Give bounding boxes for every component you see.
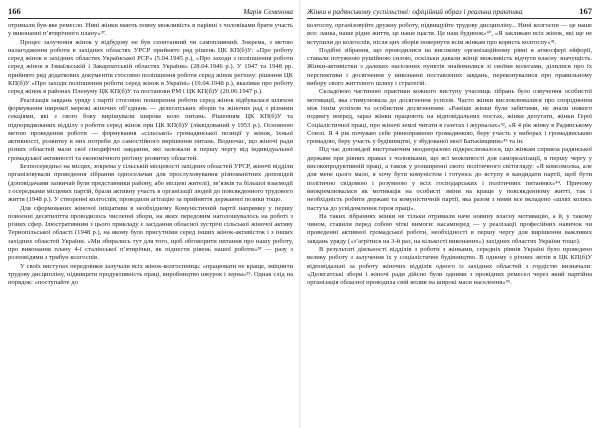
- paragraph: У своїх виступах передовики залучали всіх жінок-колгоспниць: «працювати не краще, зміцнити трудову дисципліну, підвищити продуктивність праці, виробництво шкурок і зерна»³⁹. Однак слід на порядок: «поступайте до: [8, 262, 293, 287]
- paragraph: Безпосередньо на місцях, зокрема у сільській місцевості західних областей УРСР, жіночі відділи організовували проведення зібрання односельчан для прослуховування різноманітних доповідей (доповідачами зазвичай були представники району, або місцеві жителі), зв’язків та більшої взаємодії з осередками місцевих партій, брали активну участь в організації людей до повсякденного трудового життя (1948 р.). У створенні колгоспів, проводили агітацію за прийняття державної позики тощо.: [8, 163, 293, 204]
- paragraph: Складовою частиною практики кожного виступу учасниць зібрань було озвучення особистої мотивації, яка стимулювала до досягнення успіхів. Часто жінки висловлювалися про споріднення між їхнім успіхом та особистим досягненням: «Раніше жінки були забитими, не знали ніякого подвигу вперед, зараз жінки працюють на відповідальних постах, жінки депутати, жінки Герої Соціалістичної праці, про жіночі землі читати в газетах і журналах»⁴², «Я 4 рік жінку в Радянському Союзі. Я 4 рік почуваю себе рівноправною громадянкою, беру участь у виборах і громадянською громадою, беру участь у будівництві, у збудованої моєї Батьківщини»⁴³ та ін.: [307, 88, 592, 146]
- paragraph: колгоспу, організовуйте дружну роботу, підвищуйте трудову дисципліну... Нині колгоспи — це наше все: ланка, наше рідне життя, це наше щастя. Це наш будинок»⁴⁰, «Я закликаю всіх жінок, які ще не вступили до колгоспів, після цих зборів повернути всім жінкам про користь колгоспу»⁴¹.: [307, 22, 592, 46]
- left-page: [8, 6, 293, 422]
- paragraph: Подібні зібрання, що проводилися на високому організаційному рівні в атмосфері ейфорії, ставали потужною рушійною силою, оскільки давали жінці можливість відчути власну значущість. Жінки-активістки з далеких населених пунктів знайомилися зі своїми колегами, ділилися про їх перспективи і досягнення у виконанні поставлених завдань, переконувалися про правильному вибору свого життєвого шляху і стратегій.: [307, 46, 592, 88]
- right-page-header: [307, 6, 592, 19]
- paragraph: Реалізація завдань уряду і партії стосовно поширення роботи серед жінок відбувалася шляхом формування широкої мережі жіночих об’єднань — делегатських зборів та жіночих рад з різними секціями, які з свого боку вирішували широке коло питань. Рішенням ЦК КП(б)У та підпорядкованих відділу з роботи серед жінок при ЦК КП(б)У (ліквідований у 1953 р.). Основною метою проведення роботи — формування «сільської» громадянської позиції у жінок, їхньої активності, розвитку в них потреби до самостійного вирішення питань. Водночас, що жіночі ради різних областей мали свої специфічні завдання, які залежали в першу чергу від індивідуальної громадської активності та економічного регіону розвитку областей.: [8, 96, 293, 162]
- page-number: 167: [579, 6, 592, 16]
- paragraph: Під час доповідей виступаючим неодноразово підкреслювалося, що жінкам сприяла радянської держави при рівних правах з чоловіками, що всі можливості для самореалізації, в першу чергу у високопродуктивній праці, а також у розширенні свого політичного світогляду: «Я комсомолка, але для мене цього мало, я хочу бути комуністом і готуюсь до вступу в кандидати партії, щоб бути політично свідомою і розумною у всіх господарських і політичних питаннях»⁴⁴. Причому виокремлювалася як мотивація на особисті зміни на краще у повсякденному житті, так і необхідність робити державі та комуністичній партії, яка разом з ними все вкладено «шлях колись пастуха до усвідомлення героя праці».: [307, 146, 592, 212]
- running-head: Марія Семенова: [243, 8, 293, 16]
- left-page-body: [8, 22, 293, 288]
- paragraph: На таких зібраннях жінки не тільки отримали наче новину власну мотивацію, а й, у такому чином, ставили перед собою чіткі вимоги: насамперед — у реалізації професійних навичок чи проведенні активної громадської роботи, необхідності в першу чергу для вирішення важливих завдань уряду («з’агрітися на 3-й раз, на кількості виконаних») західних областях України тощо).: [307, 212, 592, 245]
- running-head: Жінки в радянському суспільстві: офіційний образ і реальна практика: [307, 8, 523, 16]
- right-page: [307, 6, 592, 422]
- book-gutter: [299, 0, 301, 428]
- paragraph: Процес залучення жінок у відбудову не був спонтанний чи самопливний. Зокрема, з метою налагодження роботи в західних областях УРСР прийнято ряд рішень ЦК КП(б)У: «Про роботу серед жінок в західних областях Української РСР» (5.04.1945 р.), «Про заходи з поліпшення роботи серед жінок в Ізмаїльській і Закарпатській областях України» (28.04.1946 р.). У 1947 та 1948 рр. прийнято ряд додаткових документів стосовно поліпшення роботи серед жінок регіону: рішення ЦК КП(б)У «Про заходи поліпшення роботи серед жінок в Україні» (19.04.1948 р.), вказівки про роботу серед жінок в районах Пленуму ЦК КП(б)У та постанови РМ і ЦК КП(б)У (20.06.1947 р.).: [8, 38, 293, 96]
- paragraph: отримали був-яке ремесло. Нині жінки мають повну можливість в парівні з чоловіками брати участь у виконанні п’ятирічного плану»³⁷.: [8, 22, 293, 38]
- paragraph: Для сформованих жіночої ініціативи в необхідному Комуністичній партії напрямку у першу повоєнні десятиліття проводилось численні збори, на яких передовим наголошувалось на роботі з різних сфер. Ілюстративним з цього прикладу є засідання обласної зустрічі сільської жіночої активу Тернопільської області (1948 р.), на якому було присутніми серед інших жінок-активісток і з інших західних областей України. «Ми збирались тут для того, щоб обговорити питання про нашу роботу, про виконання плану 4-ї сталінської п’ятирічки, як піднести рівень нашої роботи»³⁸ — разу з розповідями з трибун колгоспів.: [8, 204, 293, 262]
- right-page-body: [307, 22, 592, 288]
- left-page-header: [8, 6, 293, 19]
- paragraph: В результаті діяльності відділів з роботи з жінками, середніх рівнів Україні було проведено велику роботу з залучення їх у соціалістичне будівництво. В одному з річних звітів в ЦК КП(б)У відповідальні за роботу жіночих відділів одного із західних областей з гордістю визначали: «Делегатські збори і жіночі ради дійсно були одними з провідних ремесел через який партійна організація обласної проводила свій вплив на широкі маси населення»⁴⁵.: [307, 246, 592, 287]
- page-number: 166: [8, 6, 21, 16]
